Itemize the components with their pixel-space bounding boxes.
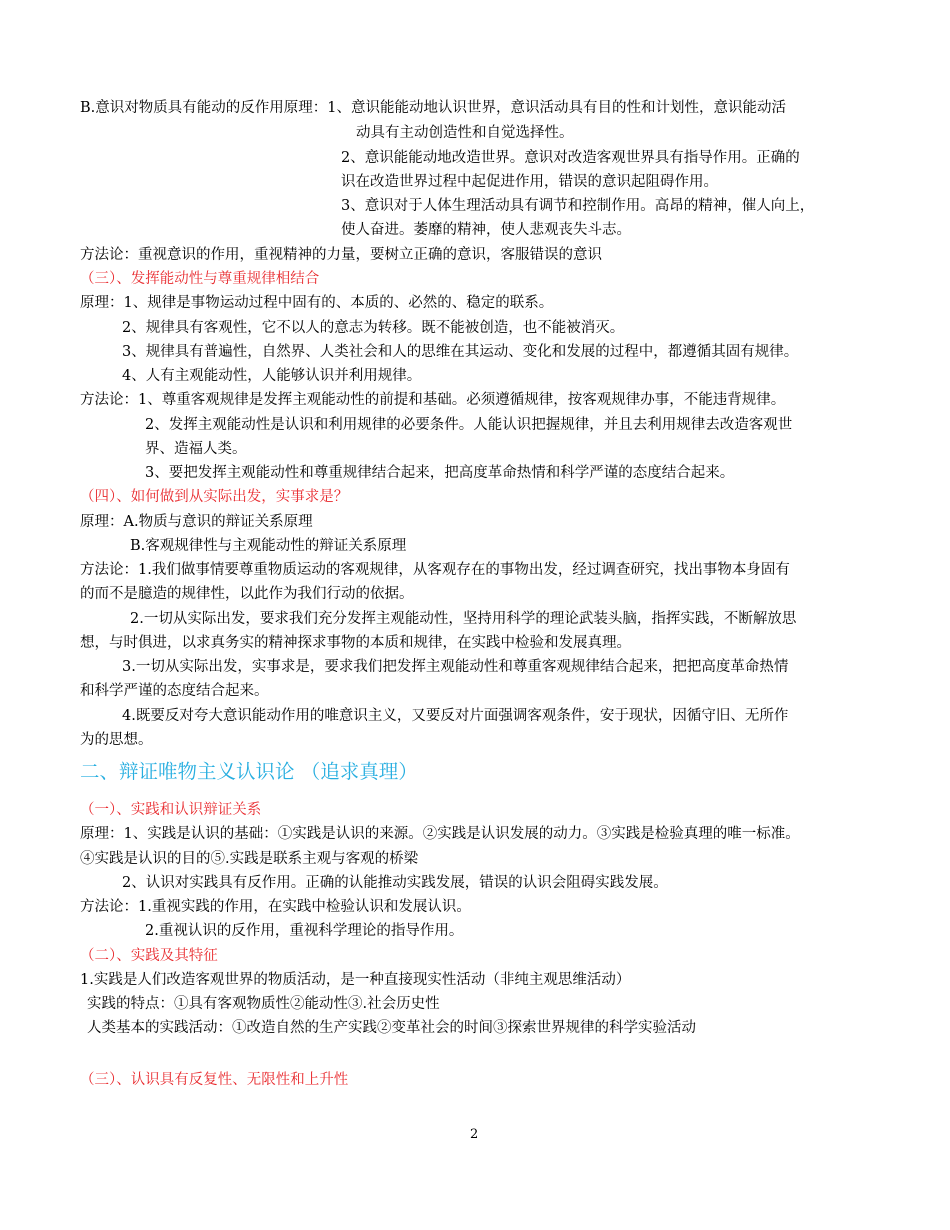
section-heading: （三）、认识具有反复性、无限性和上升性: [80, 1072, 349, 1088]
text-line: 2.重视认识的反作用，重视科学理论的指导作用。: [145, 923, 464, 939]
text-line: 2、意识能能动地改造世界。意识对改造客观世界具有指导作用。正确的: [341, 150, 800, 166]
chapter-heading: 二、辩证唯物主义认识论 （追求真理）: [80, 760, 418, 783]
text-line: 方法论：重视意识的作用，重视精神的力量，要树立正确的意识，客服错误的意识: [80, 247, 602, 263]
text-line: 为的思想。: [80, 732, 153, 748]
text-line: 界、造福人类。: [145, 441, 247, 457]
text-line: 3.一切从实际出发，实事求是，要求我们把发挥主观能动性和尊重客观规律结合起来，把把高度革命热情: [122, 659, 789, 675]
text-line: 2.一切从实际出发，要求我们充分发挥主观能动性，坚持用科学的理论武装头脑，指挥实践，不断解放思: [130, 611, 797, 627]
text-line: 3、规律具有普遍性，自然界、人类社会和人的思维在其运动、变化和发展的过程中，都遵循其固有规律。: [122, 344, 799, 360]
text-line: 1.实践是人们改造客观世界的物质活动，是一种直接现实性活动（非纯主观思维活动）: [80, 972, 631, 988]
text-line: 想，与时俱进，以求真务实的精神探求事物的本质和规律，在实践中检验和发展真理。: [80, 635, 631, 651]
text-line: 动具有主动创造性和自觉选择性。: [356, 125, 574, 141]
text-line: 使人奋进。萎靡的精神，使人悲观丧失斗志。: [341, 222, 631, 238]
section-heading: （四）、如何做到从实际出发，实事求是？: [80, 489, 349, 505]
text-line: 4.既要反对夸大意识能动作用的唯意识主义，又要反对片面强调客观条件，安于现状，因循守旧、无所作: [122, 708, 789, 724]
text-line: 方法论：1、尊重客观规律是发挥主观能动性的前提和基础。必须遵循规律，按客观规律办事，不能违背规律。: [80, 392, 786, 408]
section-heading: （三）、发挥能动性与尊重规律相结合: [80, 271, 320, 287]
text-line: 3、意识对于人体生理活动具有调节和控制作用。高昂的精神，催人向上，: [341, 198, 815, 214]
section-heading: （二）、实践及其特征: [80, 948, 218, 964]
text-line: 方法论：1.重视实践的作用，在实践中检验认识和发展认识。: [80, 899, 471, 915]
page-number: 2: [470, 1127, 479, 1142]
text-line: 4、人有主观能动性，人能够认识并利用规律。: [122, 368, 422, 384]
text-line: 的而不是臆造的规律性，以此作为我们行动的依据。: [80, 586, 414, 602]
text-line: 2、发挥主观能动性是认识和利用规律的必要条件。人能认识把握规律，并且去利用规律去改造客观世: [145, 417, 793, 433]
text-line: ④实践是认识的目的⑤.实践是联系主观与客观的桥梁: [80, 851, 419, 867]
text-line: 3、要把发挥主观能动性和尊重规律结合起来，把高度革命热情和科学严谨的态度结合起来。: [145, 465, 735, 481]
text-line: 2、认识对实践具有反作用。正确的认能推动实践发展，错误的认识会阻碍实践发展。: [122, 875, 668, 891]
text-line: 人类基本的实践活动：①改造自然的生产实践②变革社会的时间③探索世界规律的科学实验活动: [87, 1020, 696, 1036]
text-line: 实践的特点：①具有客观物质性②能动性③.社会历史性: [87, 996, 440, 1012]
text-line: 原理：1、实践是认识的基础：①实践是认识的来源。②实践是认识发展的动力。③实践是检验真理的唯一标准。: [80, 826, 800, 842]
text-line: 原理：A.物质与意识的辩证关系原理: [80, 514, 313, 530]
text-line: 和科学严谨的态度结合起来。: [80, 683, 269, 699]
text-line: 方法论：1.我们做事情要尊重物质运动的客观规律，从客观存在的事物出发，经过调查研究，找出事物本身固有: [80, 562, 790, 578]
text-line: B.意识对物质具有能动的反作用原理：1、意识能能动地认识世界，意识活动具有目的性和计划性，意识能动活: [80, 100, 786, 116]
text-line: 识在改造世界过程中起促进作用，错误的意识起阻碍作用。: [341, 174, 718, 190]
text-line: B.客观规律性与主观能动性的辩证关系原理: [130, 538, 407, 554]
section-heading: （一）、实践和认识辩证关系: [80, 802, 262, 818]
text-line: 原理：1、规律是事物运动过程中固有的、本质的、必然的、稳定的联系。: [80, 295, 554, 311]
text-line: 2、规律具有客观性，它不以人的意志为转移。既不能被创造，也不能被消灭。: [122, 320, 625, 336]
